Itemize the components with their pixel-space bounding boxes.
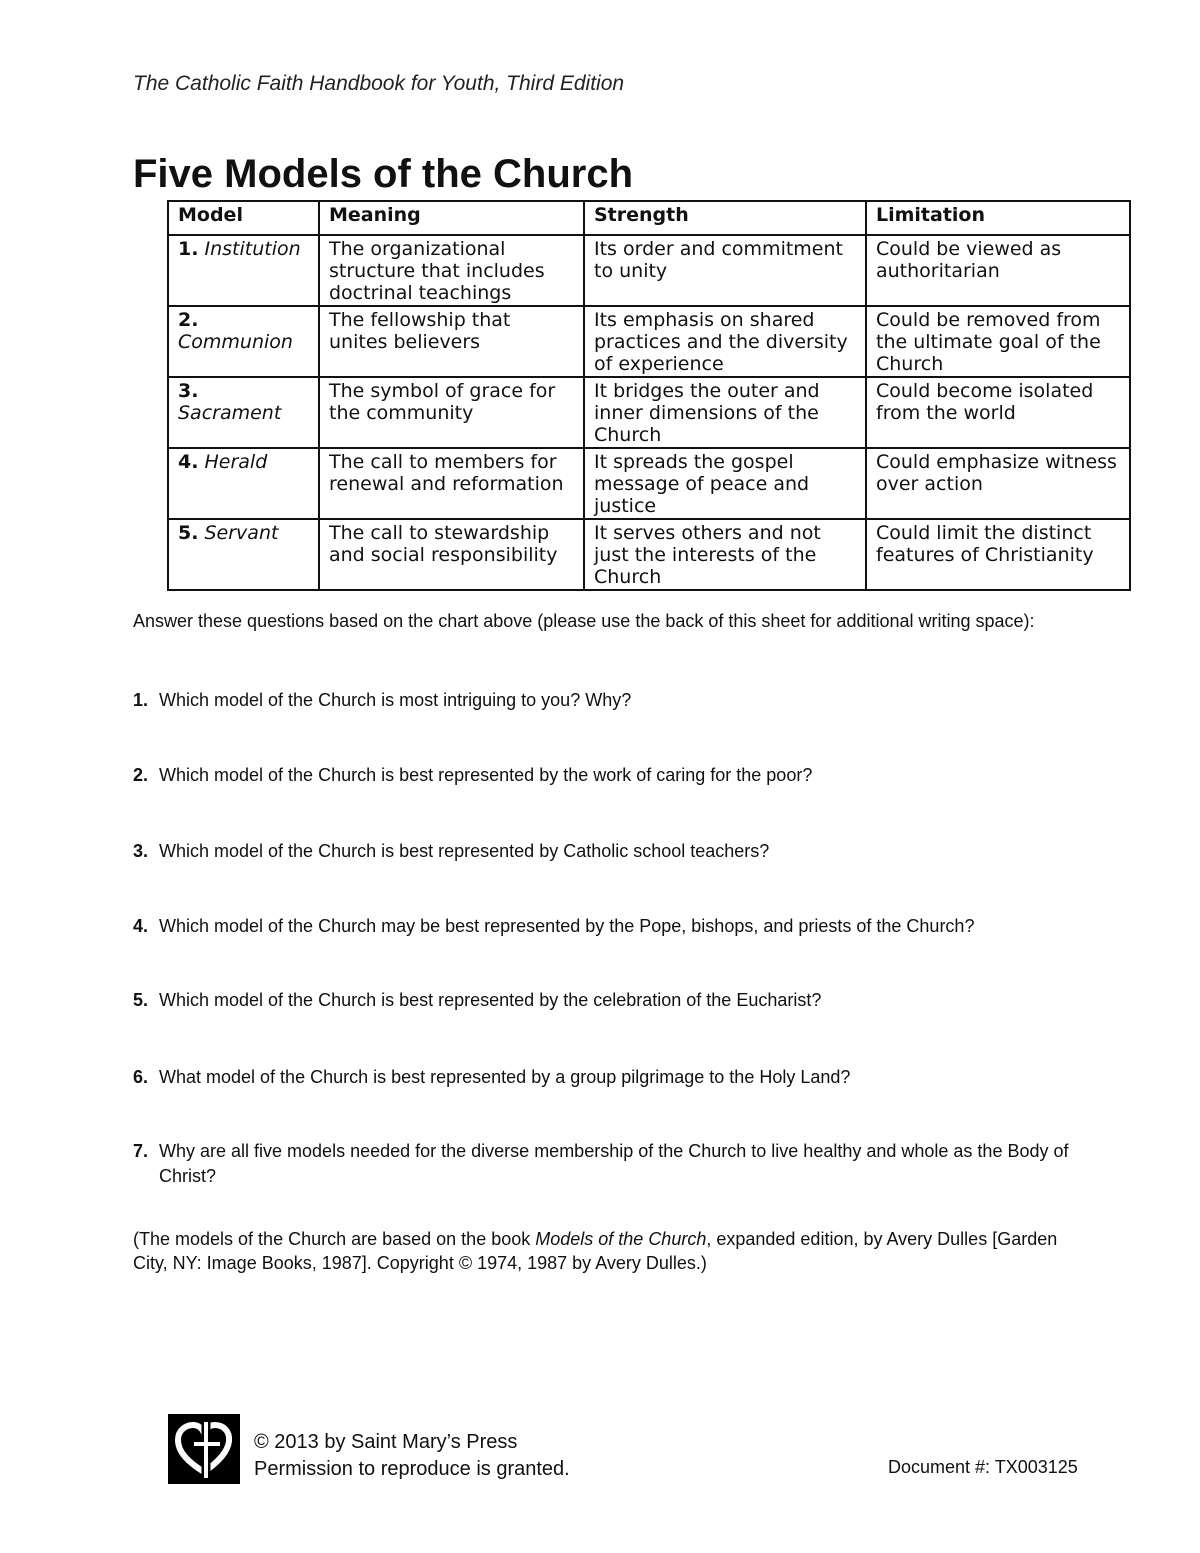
question-number: 5. xyxy=(133,990,149,1010)
table-row xyxy=(168,306,1130,377)
meaning-cell: The organizational structure that includes doctrinal teachings xyxy=(319,235,584,306)
model-cell xyxy=(168,448,319,519)
model-cell xyxy=(168,235,319,306)
meaning-cell: The fellowship that unites believers xyxy=(319,306,584,377)
model-number: 4. xyxy=(178,451,199,473)
question-number: 4. xyxy=(133,916,149,936)
model-name: Communion xyxy=(178,331,293,353)
column-header-model: Model xyxy=(168,201,319,235)
question-item xyxy=(133,988,1093,1013)
table-header-row xyxy=(168,201,1130,235)
question-text: Why are all five models needed for the diverse membership of the Church to live healthy and whole as the Body of Christ? xyxy=(159,1141,1069,1186)
citation-note xyxy=(133,1227,1093,1275)
strength-cell: Its order and commitment to unity xyxy=(584,235,866,306)
citation-after: , expanded edition, by Avery Dulles [Garden City, NY: Image Books, 1987]. Copyright © 1974, 1987 by Avery Dulles.) xyxy=(133,1229,1058,1273)
models-table xyxy=(167,200,1131,591)
strength-cell: Its emphasis on shared practices and the diversity of experience xyxy=(584,306,866,377)
model-name: Sacrament xyxy=(178,402,282,424)
question-text: Which model of the Church is best represented by Catholic school teachers? xyxy=(159,841,770,861)
question-item xyxy=(133,1065,1093,1090)
question-item xyxy=(133,1139,1093,1189)
strength-cell: It serves others and not just the interests of the Church xyxy=(584,519,866,590)
limitation-cell: Could become isolated from the world xyxy=(866,377,1130,448)
column-header-limitation: Limitation xyxy=(866,201,1130,235)
meaning-cell: The call to stewardship and social responsibility xyxy=(319,519,584,590)
question-number: 3. xyxy=(133,841,149,861)
model-cell xyxy=(168,519,319,590)
table-row xyxy=(168,377,1130,448)
strength-cell: It spreads the gospel message of peace and justice xyxy=(584,448,866,519)
question-text: Which model of the Church is most intriguing to you? Why? xyxy=(159,690,632,710)
question-number: 2. xyxy=(133,765,149,785)
table-row xyxy=(168,235,1130,306)
table-row xyxy=(168,448,1130,519)
limitation-cell: Could emphasize witness over action xyxy=(866,448,1130,519)
book-header: The Catholic Faith Handbook for Youth, Third Edition xyxy=(133,72,625,95)
model-number: 2. xyxy=(178,309,199,331)
limitation-cell: Could be viewed as authoritarian xyxy=(866,235,1130,306)
column-header-meaning: Meaning xyxy=(319,201,584,235)
question-item xyxy=(133,688,1093,713)
citation-book-title: Models of the Church xyxy=(535,1229,707,1249)
model-number: 3. xyxy=(178,380,199,402)
model-cell xyxy=(168,306,319,377)
column-header-strength: Strength xyxy=(584,201,866,235)
meaning-cell: The call to members for renewal and reformation xyxy=(319,448,584,519)
meaning-cell: The symbol of grace for the community xyxy=(319,377,584,448)
permission-text: Permission to reproduce is granted. xyxy=(254,1458,570,1480)
limitation-cell: Could limit the distinct features of Christianity xyxy=(866,519,1130,590)
limitation-cell: Could be removed from the ultimate goal of the Church xyxy=(866,306,1130,377)
question-number: 6. xyxy=(133,1067,149,1087)
model-name: Herald xyxy=(204,451,268,473)
question-number: 1. xyxy=(133,690,149,710)
model-name: Servant xyxy=(204,522,279,544)
question-item xyxy=(133,839,1093,864)
question-text: Which model of the Church may be best represented by the Pope, bishops, and priests of the Church? xyxy=(159,916,975,936)
model-cell xyxy=(168,377,319,448)
citation-before: (The models of the Church are based on the book xyxy=(133,1229,536,1249)
question-text: Which model of the Church is best represented by the celebration of the Eucharist? xyxy=(159,990,822,1010)
model-number: 5. xyxy=(178,522,199,544)
heart-cross-logo-icon xyxy=(168,1414,240,1484)
footer-copyright-block xyxy=(254,1429,570,1483)
model-number: 1. xyxy=(178,238,199,260)
copyright-text: © 2013 by Saint Mary’s Press xyxy=(254,1431,518,1453)
strength-cell: It bridges the outer and inner dimensions of the Church xyxy=(584,377,866,448)
document-number: Document #: TX003125 xyxy=(888,1457,1078,1477)
instructions: Answer these questions based on the chart above (please use the back of this sheet for additional writing space): xyxy=(133,611,1035,631)
question-item xyxy=(133,763,1093,788)
table-row xyxy=(168,519,1130,590)
question-number: 7. xyxy=(133,1141,149,1161)
question-text: What model of the Church is best represented by a group pilgrimage to the Holy Land? xyxy=(159,1067,851,1087)
question-item xyxy=(133,914,1093,939)
page-title: Five Models of the Church xyxy=(133,152,634,196)
question-text: Which model of the Church is best represented by the work of caring for the poor? xyxy=(159,765,813,785)
model-name: Institution xyxy=(204,238,301,260)
